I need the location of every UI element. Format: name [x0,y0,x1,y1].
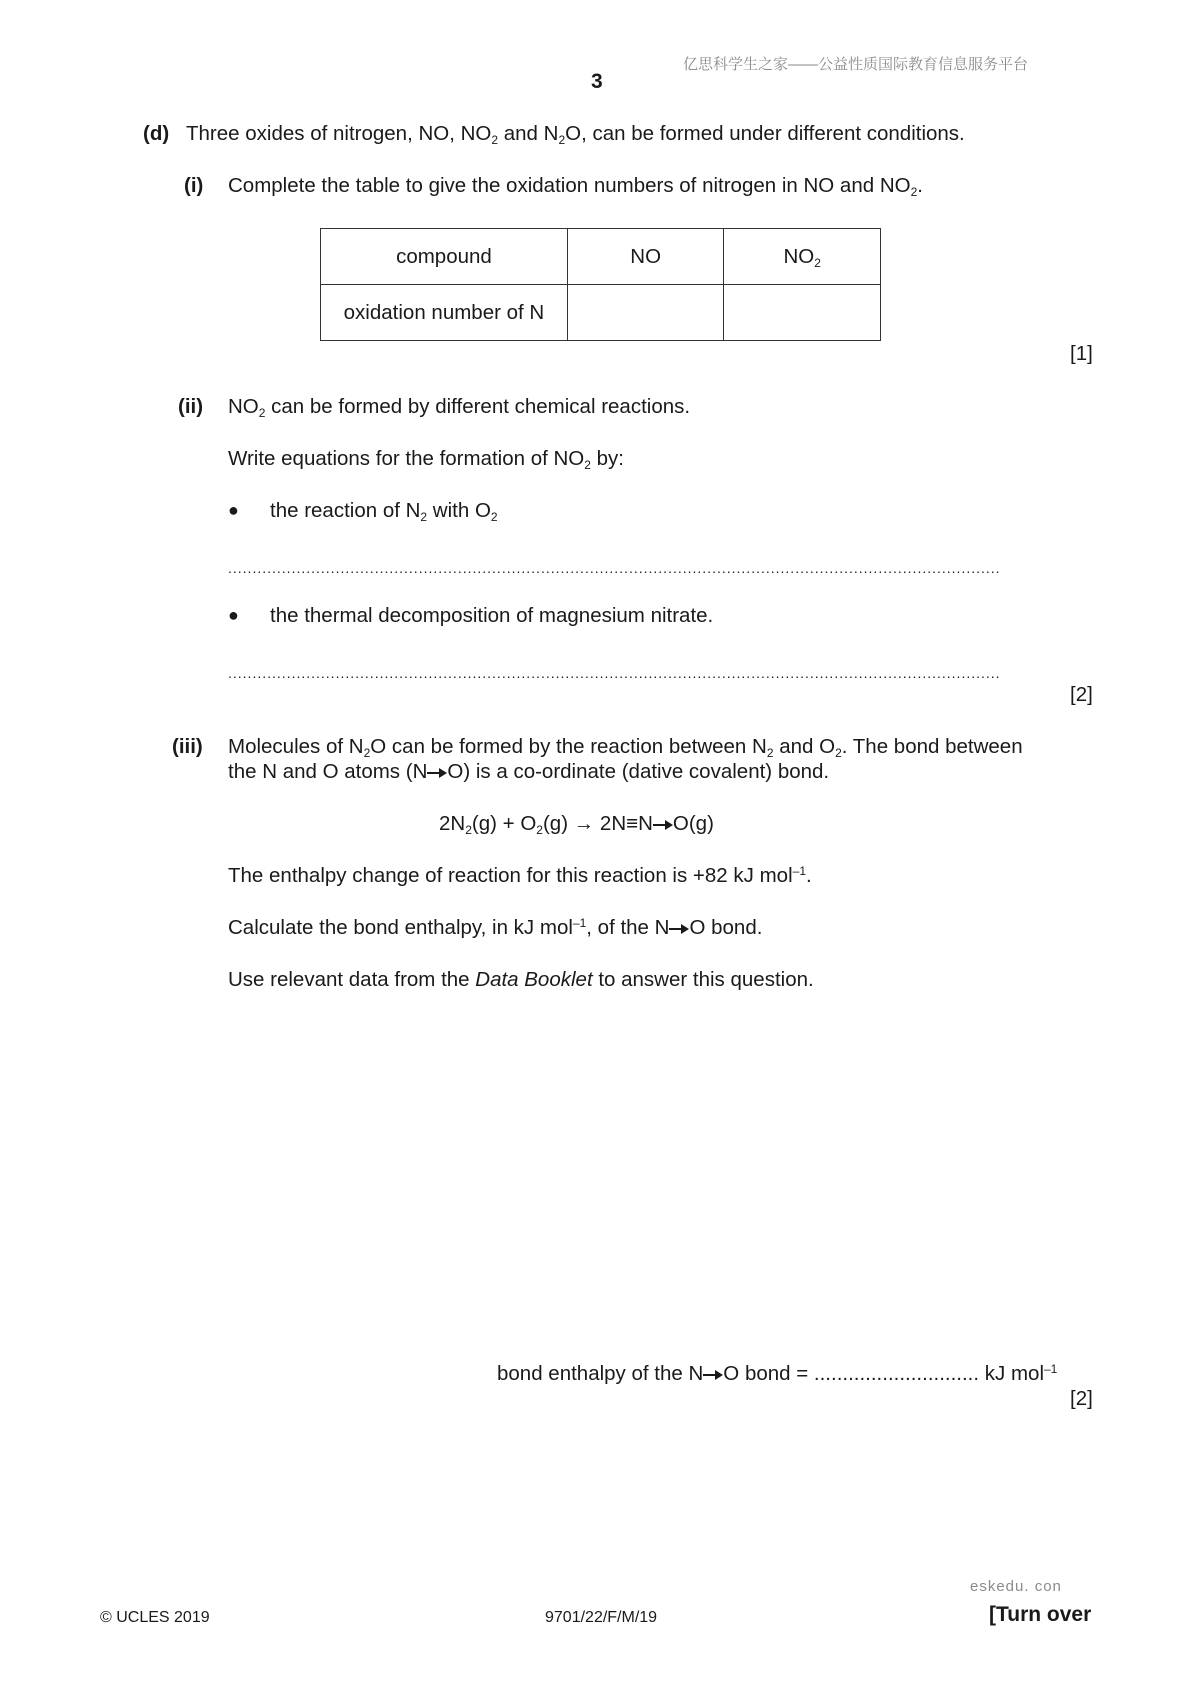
bullet-dot-2: ● [228,605,239,625]
part-iii-para-line1: Molecules of $N_2O$ can be formed by the reaction between $N_2$ and $O_2$. The bond between [228,735,1023,760]
marks-iii: [2] [1070,1387,1093,1410]
bullet-dot-1: ● [228,500,239,520]
watermark-bottom: eskedu. con [970,1578,1062,1595]
reaction-equation: $2N_2(g) + O_2(g) \to 2N\equiv N$ O(g) [439,812,714,837]
answer-line-2[interactable]: .............................................................................................................................................................. [228,668,1001,678]
page-number: 3 [591,70,603,93]
part-ii-line1: $NO_2$ can be formed by different chemical reactions. [228,395,691,420]
table-cell-no: NO [567,229,724,285]
table-header-compound: compound [321,229,568,285]
bond-enthalpy-answer-line[interactable]: bond enthalpy of the N O bond = ............................. kJ mol$^{-1}$ [497,1362,1058,1385]
bullet-1-text: the reaction of $N_2$ with $O_2$ [270,499,498,524]
dative-arrow-icon [703,1370,723,1380]
oxidation-table [320,228,881,341]
part-iii-para-line2: the N and O atoms (N O) is a co-ordinate (dative covalent) bond. [228,760,830,783]
table-header-oxidation-number: oxidation number of N [321,285,568,341]
part-d-label: (d) [143,122,170,145]
answer-line-1[interactable]: .............................................................................................................................................................. [228,563,1001,573]
marks-i: [1] [1070,342,1093,365]
calculate-instruction: Calculate the bond enthalpy, in kJ mol$^{-1}$, of the N O bond. [228,916,763,939]
answer-cell-no2[interactable] [724,285,881,341]
table-cell-no2: $NO_2$ [724,229,881,285]
dative-arrow-icon [653,820,673,830]
part-d-text: Three oxides of nitrogen, NO, $NO_2$ and $N_2O$, can be formed under different conditions. [186,122,965,147]
data-booklet-instruction: Use relevant data from the Data Booklet to answer this question. [228,968,814,991]
marks-ii: [2] [1070,683,1093,706]
dative-arrow-icon [427,768,447,778]
part-i-text: Complete the table to give the oxidation numbers of nitrogen in NO and $NO_2$. [228,174,923,199]
part-ii-label: (ii) [178,395,204,418]
copyright: © UCLES 2019 [100,1609,210,1626]
part-iii-label: (iii) [172,735,203,758]
part-ii-line2: Write equations for the formation of $NO_2$ by: [228,447,624,472]
part-i-label: (i) [184,174,204,197]
enthalpy-statement: The enthalpy change of reaction for this reaction is +82 kJ mol$^{-1}$. [228,864,812,887]
answer-cell-no[interactable] [567,285,724,341]
turn-over: [Turn over [989,1603,1092,1626]
bullet-2-text: the thermal decomposition of magnesium nitrate. [270,604,714,627]
table-row [321,285,881,341]
table-row [321,229,881,285]
watermark-top: 亿思科学生之家——公益性质国际教育信息服务平台 [683,56,1029,73]
dative-arrow-icon [669,924,689,934]
paper-code: 9701/22/F/M/19 [545,1609,658,1626]
